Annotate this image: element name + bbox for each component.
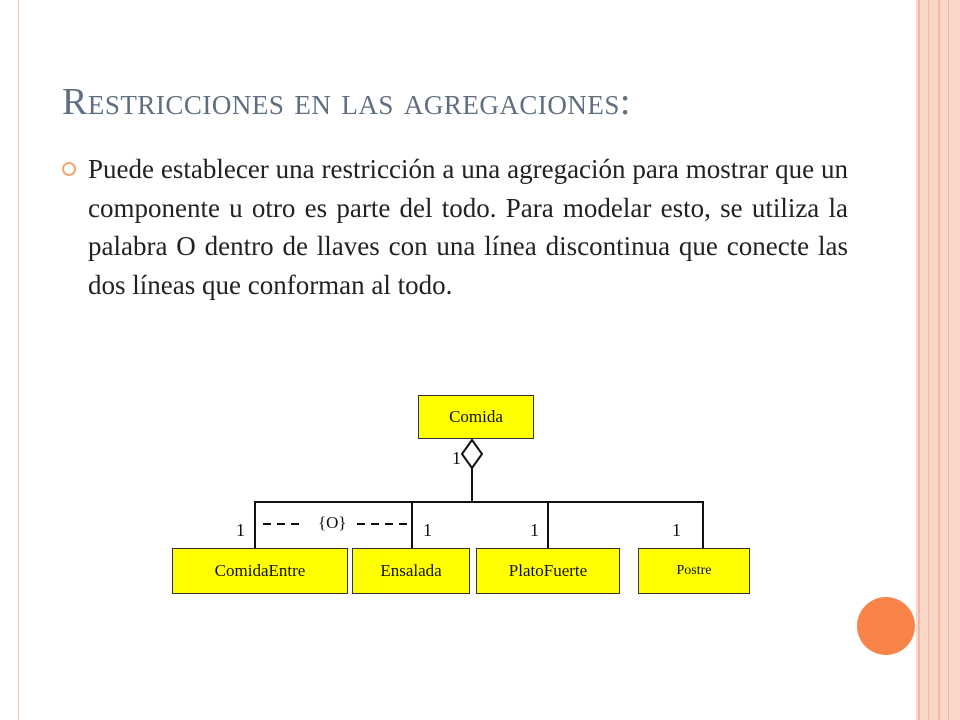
bullet-text: Puede establecer una restricción a una agregación para mostrar que un componente u otro es parte del todo. Para modelar esto, se utiliza la palabra O dentro de llaves con una línea discontinua que conecte las dos líneas que conforman al todo.	[88, 154, 848, 300]
multiplicity-label: 1	[672, 520, 681, 540]
constraint-label: {O}	[318, 513, 347, 532]
multiplicity-label: 1	[236, 520, 245, 540]
multiplicity-label: 1	[423, 520, 432, 540]
class-box-ensalada: Ensalada	[352, 548, 470, 594]
class-box-comidaentre: ComidaEntre	[172, 548, 348, 594]
multiplicity-label: 1	[452, 448, 461, 468]
multiplicity-label: 1	[530, 520, 539, 540]
class-box-platofuerte: PlatoFuerte	[476, 548, 620, 594]
aggregation-diamond-icon	[462, 440, 482, 468]
class-box-comida: Comida	[418, 395, 534, 439]
slide-title: Restricciones en las agregaciones:	[62, 81, 631, 123]
class-box-postre: Postre	[638, 548, 750, 594]
